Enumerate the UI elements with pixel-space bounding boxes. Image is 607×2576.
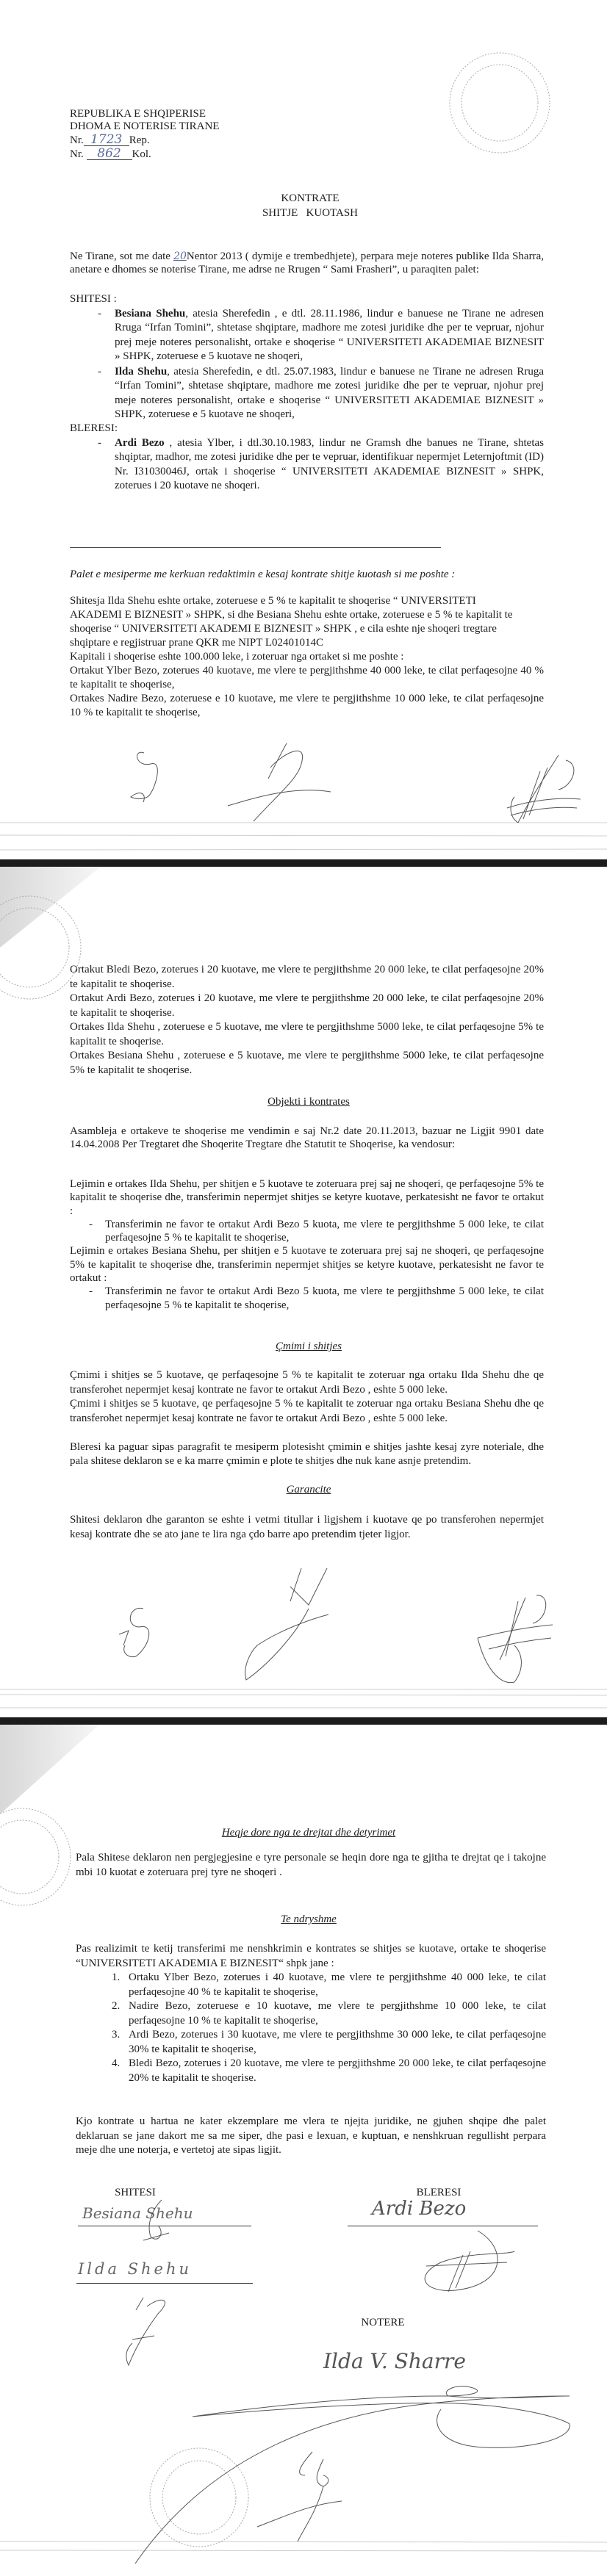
final-partner-item — [112, 1971, 546, 1999]
header-chamber: DHOMA E NOTERISE TIRANE — [70, 120, 220, 132]
page-break — [0, 1717, 607, 1725]
section-heading-object: Objekti i kontrates — [267, 1096, 350, 1108]
document-subtitle: SHITJE KUOTASH — [262, 207, 359, 219]
document-title: KONTRATE — [281, 192, 340, 204]
buyers-signature-label: BLERESI — [416, 2187, 461, 2198]
misc-intro-paragraph: Pas realizimit te ketij transferimi me nenshkrimin e kontrates se shitjes se kuotave, ortake te shoqerise “UNIVERSITETI AKADEMIA E BIZNESIT“ shpk jane : — [76, 1943, 546, 1969]
seller-item — [98, 307, 544, 364]
bullet-dash: - — [98, 308, 101, 320]
rep-number-handwritten: 1723 — [84, 134, 129, 146]
buyer-signature-name: Ardi Bezo — [372, 2198, 467, 2220]
list-number: 2. — [112, 2000, 121, 2012]
page-curl-shadow — [0, 867, 101, 948]
bullet-dash: - — [98, 437, 101, 449]
seller-2-signature-name: Ilda Shehu — [78, 2260, 193, 2278]
section-heading-guarantees: Garancite — [286, 1484, 331, 1496]
partner-paragraph: Ortakes Nadire Bezo, zoteruese e 10 kuotave, me vlere te pergjithshme 10 000 leke, te cilat perfaqesojne 10 % te kapitalit te shoqerise, — [70, 693, 544, 718]
rep-prefix: Nr. — [70, 134, 84, 146]
page-break — [0, 859, 607, 867]
initials-signature — [478, 1595, 553, 1683]
price-paragraph: Çmimi i shitjes se 5 kuotave, qe perfaqesojne 5 % te kapitalit te zoteruar nga ortaku Besiana Shehu dhe qe transferohet nepermjet kesaj kontrate ne favor te ortakut Ardi Bezo , eshte 5 000 leke. — [70, 1398, 544, 1425]
list-text: Bledi Bezo, zoterues i 20 kuotave, me vlere te pergjithshme 20 000 leke, te cilat perfaqesojne 20% te kapitalit te shoqerise. — [129, 2057, 546, 2084]
list-text: Nadire Bezo, zoteruese e 10 kuotave, me vlere te pergjithshme 10 000 leke, te cilat perfaqesojne 10 % te kapitalit te shoqerise, — [129, 2000, 546, 2027]
seller-2-signature-line — [76, 2283, 253, 2284]
partner-paragraph: Ortakut Bledi Bezo, zoterues i 20 kuotave, me vlere te pergjithshme 20 000 leke, te cilat perfaqesojne 20% te kapitalit te shoqerise. — [70, 964, 544, 990]
partner-paragraph: Ortakes Ilda Shehu , zoteruese e 5 kuotave, me vlere te pergjithshme 5000 leke, te cilat perfaqesojne 5% te kapitalit te shoqerise. — [70, 1021, 544, 1047]
seller-1-signature-name: Besiana Shehu — [82, 2204, 193, 2222]
header-kol-number — [70, 148, 151, 162]
section-heading-price: Çmimi i shitjes — [275, 1341, 342, 1352]
permissions-section — [70, 1177, 544, 1312]
kol-prefix: Nr. — [70, 148, 84, 160]
guarantee-paragraph: Shitesi deklaron dhe garanton se eshte i vetmi titullar i ligjshem i kuotave qe po transferohen nepermjet kesaj kontrate dhe se ato jane te lira nga çdo barre apo pretendim tjeter ligjor. — [70, 1514, 544, 1540]
seller-details: , atesia Sherefedin, e dtl. 25.07.1983, lindur e banuese ne Tirane ne adresen Rruga “Irfan Tomini”, shtetase shqiptare, madhore me zotesi juridike dhe per te vepruar, njohur prej meje noteres personalisht, ortake e shoqerise “ UNIVERSITETI AKADEMIAE BIZNESIT » SHPK, zoteruese e 5 kuotave ne shoqeri, — [115, 366, 545, 420]
transfer-item — [89, 1218, 544, 1245]
partner-paragraph: Ortakut Ardi Bezo, zoterues i 20 kuotave, me vlere te pergjithshme 20 000 leke, te cilat perfaqesojne 20% te kapitalit te shoqerise. — [70, 992, 544, 1019]
bullet-dash: - — [89, 1285, 93, 1298]
list-text: Ardi Bezo, zoterues i 30 kuotave, me vlere te pergjithshme 30 000 leke, te cilat perfaqesojne 30% te kapitalit te shoqerise, — [129, 2029, 546, 2055]
notary-stamp — [0, 1808, 71, 1905]
final-partner-item — [112, 1999, 546, 2028]
partner-paragraph: Ortakes Besiana Shehu , zoteruese e 5 kuotave, me vlere te pergjithshme 5000 leke, te cilat perfaqesojne 5% te kapitalit te shoqerise. — [70, 1050, 544, 1076]
partner-paragraph: Ortakut Ylber Bezo, zoterues 40 kuotave, me vlere te pergjithshme 40 000 leke, te cilat perfaqesojne 40 % te kapitalit te shoqerise, — [70, 665, 544, 690]
initials-signature — [245, 1568, 328, 1680]
waiver-paragraph: Pala Shitese deklaron nen pergjegjesine e tyre personale se heqin dore nga te gjitha te drejtat qe i takojne mbi 10 kuotat e zoteruara prej tyre ne shoqeri . — [76, 1852, 546, 1878]
transfer-text: Transferimin ne favor te ortakut Ardi Bezo 5 kuota, me vlere te pergjithshme 5 000 leke, te cilat perfaqesojne 5 % te kapitalit te shoqerise, — [105, 1218, 544, 1244]
scan-lines — [0, 823, 607, 2551]
seller-name: Besiana Shehu — [115, 308, 186, 320]
notary-initials-signature — [257, 2452, 342, 2541]
initials-signature — [131, 752, 157, 802]
price-paragraph: Çmimi i shitjes se 5 kuotave, qe perfaqesojne 5 % te kapitalit te zoteruar nga ortaku Ilda Shehu dhe qe transferohet nepermjet kesaj kontrate ne favor te ortakut Ardi Bezo , eshte 5 000 leke. — [70, 1369, 544, 1396]
notary-stamp — [150, 2448, 248, 2547]
initials-signature — [228, 743, 331, 821]
buyers-label: BLERESI: — [70, 422, 118, 434]
sellers-signature-label: SHITESI — [115, 2187, 156, 2198]
price-section — [70, 1368, 544, 1426]
final-partner-item — [112, 2057, 546, 2085]
notary-stamp — [450, 53, 550, 153]
closing-paragraph: Kjo kontrate u hartua ne kater ekzemplare me vlera te njejta juridike, ne gjuhen shqipe dhe palet deklaruan se jane dakort me sa me siper, dhe pasi e lexuan, e kuptuan, e nenshkruan regullisht perpara meje dhe une noterja, e vertetoj ate sipas ligjit. — [76, 2115, 546, 2156]
transfer-text: Transferimin ne favor te ortakut Ardi Bezo 5 kuota, me vlere te pergjithshme 5 000 leke, te cilat perfaqesojne 5 % te kapitalit te shoqerise, — [105, 1285, 544, 1311]
header-rep-number — [70, 134, 150, 148]
buyer-item — [98, 436, 544, 493]
rep-suffix: Rep. — [129, 134, 150, 146]
buyer-signature-flourish — [425, 2231, 514, 2292]
permission-paragraph: Lejimin e ortakes Ilda Shehu, per shitjen e 5 kuotave te zoteruara prej saj ne shoqeri, qe perfaqesojne 5% te kapitalit te shoqerise dhe, transferimin nepermjet shitjes se ketyre kuotave, perkatesisht ne favor te ortakut : — [70, 1178, 544, 1217]
seller-details: , atesia Sherefedin , e dtl. 28.11.1986, lindur e banuese ne Tirane ne adresen Rruga “Irfan Tomini”, shtetase shqiptare, madhore me zotesi juridike dhe per te vepruar, njohur prej meje noteres personalisht, ortake e shoqerise “ UNIVERSITETI AKADEMIAE BIZNESIT » SHPK, zoteruese e 5 kuotave ne shoqeri, — [115, 308, 544, 362]
list-number: 3. — [112, 2029, 121, 2041]
partners-list — [70, 963, 544, 1078]
seller-item — [98, 365, 545, 422]
notary-signature-name: Ilda V. Sharre — [323, 2349, 466, 2373]
sellers-label: SHITESI : — [70, 293, 117, 305]
notary-stamp — [0, 896, 81, 999]
buyer-name: Ardi Bezo — [115, 437, 165, 449]
capital-paragraph: Kapitali i shoqerise eshte 100.000 leke, i zoteruar nga ortaket si me poshte : — [70, 651, 404, 663]
header-republic: REPUBLIKA E SHQIPERISE — [70, 108, 206, 120]
capital-section — [70, 594, 544, 720]
section-heading-misc: Te ndryshme — [281, 1913, 337, 1925]
request-statement: Palet e mesiperme me kerkuan redaktimin e kesaj kontrate shitje kuotash si me poshte : — [70, 569, 456, 580]
date-handwritten: 20 — [173, 250, 187, 262]
page-curl-shadow — [0, 1725, 99, 1814]
list-number: 1. — [112, 1971, 121, 1983]
bullet-dash: - — [89, 1218, 93, 1230]
kol-number-handwritten: 862 — [87, 148, 132, 160]
intro-after-date: Nentor 2013 ( dymije e trembedhjete), perpara meje noteres publike Ilda Sharra, anetare e dhomes se noterise Tirane, me adrse ne Rrugen “ Sami Frasheri”, u paraqiten palet: — [70, 250, 544, 275]
payment-paragraph: Bleresi ka paguar sipas paragrafit te mesiperm plotesisht çmimin e shitjes jashte kesaj zyre noteriale, dhe pala shitese deklaron se e ka marre çmimin e plote te shitjes dhe nuk kane asnje pretendim. — [70, 1441, 544, 1467]
seller-initials-signature — [126, 2298, 165, 2365]
transfer-item — [89, 1285, 544, 1312]
intro-before-date: Ne Tirane, sot me date — [70, 250, 174, 262]
intro-paragraph — [70, 250, 544, 276]
section-heading-waiver: Heqje dore nga te drejtat dhe detyrimet — [221, 1827, 396, 1839]
notary-signature-flourish — [135, 2386, 570, 2564]
initials-signature — [507, 755, 581, 823]
initials-signature — [119, 1608, 149, 1656]
kol-suffix: Kol. — [132, 148, 151, 160]
seller-ownership-paragraph: Shitesja Ilda Shehu eshte ortake, zoteruese e 5 % te kapitalit te shoqerise “ UNIVERSITETI AKADEMI E BIZNESIT » SHPK, si dhe Besiana Shehu eshte ortake, zoteruese e 5 % te kapitalit te shoqerise “ UNIVERSITETI AKADEMI E BIZNESIT » SHPK , e cila eshte nje shoqeri tregtare shqiptare e regjistruar prane QKR me NIPT L02401014C — [70, 595, 513, 649]
seller-name: Ilda Shehu — [115, 366, 168, 378]
list-text: Ortaku Ylber Bezo, zoterues i 40 kuotave, me vlere te pergjithshme 40 000 leke, te cilat perfaqesojne 40 % te kapitalit te shoqerise, — [129, 1971, 546, 1998]
final-partner-item — [112, 2028, 546, 2057]
buyer-details: , atesia Ylber, i dtl.30.10.1983, lindur ne Gramsh dhe banues ne Tirane, shtetas shqiptar, madhor, me zotesi juridike dhe per te vepruar, identifikuar nepermjet Leternjoftmit (ID) Nr. I31030046J, ortak i shoqerise “ UNIVERSITETI AKADEMIAE BIZNESIT » SHPK, zoterues i 20 kuotave ne shoqeri. — [115, 437, 544, 491]
separator-rule — [70, 547, 441, 548]
final-partners-list — [112, 1971, 546, 2085]
bullet-dash: - — [98, 366, 101, 378]
assembly-paragraph: Asambleja e ortakeve te shoqerise me vendimin e saj Nr.2 date 20.11.2013, bazuar ne Ligjit 9901 date 14.04.2008 Per Tregtaret dhe Shoqerite Tregtare dhe Statutit te Shoqerise, ka vendosur: — [70, 1125, 544, 1150]
permission-paragraph: Lejimin e ortakes Besiana Shehu, per shitjen e 5 kuotave te zoteruara prej saj ne shoqeri, qe perfaqesojne 5% te kapitalit te shoqerise dhe, transferimin nepermjet shitjes se ketyre kuotave, perkatesisht ne favor te ortakut : — [70, 1245, 544, 1285]
list-number: 4. — [112, 2057, 121, 2069]
notary-signature-label: NOTERE — [361, 2317, 405, 2328]
